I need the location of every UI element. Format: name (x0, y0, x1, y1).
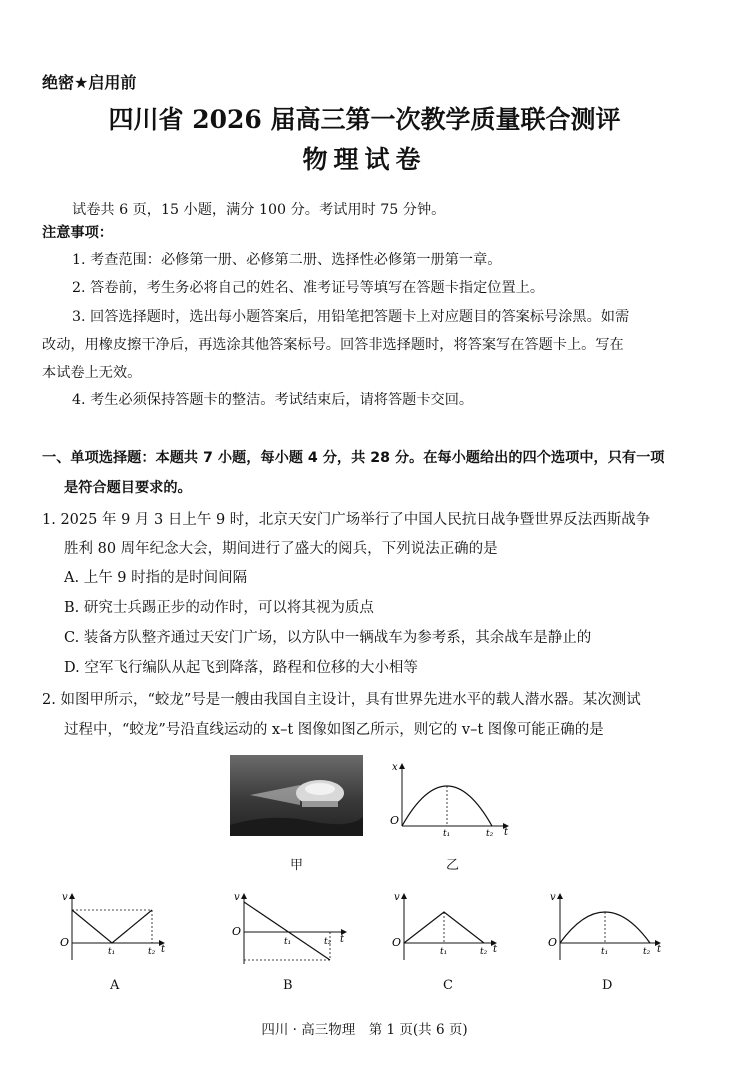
section-heading-cont: 是符合题目要求的。 (64, 480, 192, 496)
figure-jia-label: 甲 (290, 858, 304, 873)
q2-stem-cont: 过程中，“蛟龙”号沿直线运动的 x–t 图像如图乙所示，则它的 v–t 图像可能正确的是 (64, 722, 604, 738)
section-heading: 一、单项选择题：本题共 7 小题，每小题 4 分，共 28 分。在每小题给出的四个选项中，只有一项 (42, 450, 665, 466)
option-a-label[interactable]: A (110, 978, 120, 993)
axis-label-v: v (234, 892, 240, 903)
option-c-vt-graph (390, 888, 500, 963)
origin-label: O (392, 936, 402, 949)
option-b-label[interactable]: B (283, 978, 293, 993)
q1-option-b: B. 研究士兵踢正步的动作时，可以将其视为质点 (64, 600, 374, 616)
note-item-3-cont: 改动，用橡皮擦干净后，再选涂其他答案标号。回答非选择题时，将答案写在答题卡上。写在 (42, 337, 624, 353)
note-item-3-end: 本试卷上无效。 (42, 365, 142, 381)
origin-label: O (60, 936, 70, 949)
q1-option-a: A. 上午 9 时指的是时间间隔 (64, 570, 248, 586)
figure-yi-label: 乙 (446, 858, 460, 873)
q2-stem: 2. 如图甲所示，“蛟龙”号是一艘由我国自主设计，具有世界先进水平的载人潜水器。某次测试 (42, 692, 641, 708)
tick-t2: t₂ (643, 947, 651, 957)
tick-t1: t₁ (284, 937, 292, 947)
submersible-photo (230, 755, 363, 836)
origin-label: O (390, 814, 400, 827)
axis-label-t: t (504, 827, 509, 838)
q1-stem-cont: 胜利 80 周年纪念大会，期间进行了盛大的阅兵，下列说法正确的是 (64, 541, 498, 557)
tick-t2: t₂ (480, 947, 488, 957)
intro-text: 试卷共 6 页，15 小题，满分 100 分。考试用时 75 分钟。 (72, 202, 446, 218)
page-footer: 四川 · 高三物理 第 1 页(共 6 页) (261, 1022, 468, 1038)
notes-heading: 注意事项： (42, 225, 113, 241)
option-a-vt-graph (58, 888, 168, 963)
option-d-label[interactable]: D (602, 978, 613, 993)
origin-label: O (232, 925, 242, 938)
axis-label-x: x (392, 762, 398, 773)
axis-label-t: t (493, 944, 498, 955)
origin-label: O (548, 936, 558, 949)
option-b-vt-graph (230, 888, 350, 968)
axis-label-v: v (550, 892, 556, 903)
tick-t1: t₁ (443, 829, 451, 838)
note-item-3: 3. 回答选择题时，选出每小题答案后，用铅笔把答题卡上对应题目的答案标号涂黑。如需 (72, 309, 630, 325)
exam-title: 四川省 2026 届高三第一次教学质量联合测评 (108, 105, 621, 134)
submersible-icon (230, 755, 363, 836)
figure-yi-xt-graph (388, 758, 518, 838)
axis-label-v: v (62, 892, 68, 903)
tick-t2: t₂ (148, 947, 156, 957)
confidential-label: 绝密★启用前 (42, 73, 137, 92)
tick-t1: t₁ (108, 947, 116, 957)
axis-label-t: t (340, 934, 345, 945)
tick-t1: t₁ (601, 947, 609, 957)
q1-option-d: D. 空军飞行编队从起飞到降落，路程和位移的大小相等 (64, 660, 418, 676)
exam-subtitle: 物理试卷 (302, 145, 427, 174)
note-item-1: 1. 考查范围：必修第一册、必修第二册、选择性必修第一册第一章。 (72, 252, 502, 268)
q1-option-c: C. 装备方队整齐通过天安门广场，以方队中一辆战车为参考系，其余战车是静止的 (64, 630, 592, 646)
axis-label-t: t (657, 944, 662, 955)
axis-label-t: t (161, 944, 166, 955)
note-item-2: 2. 答卷前，考生务必将自己的姓名、准考证号等填写在答题卡指定位置上。 (72, 280, 545, 296)
tick-t2: t₂ (486, 829, 494, 838)
option-d-vt-graph (546, 888, 666, 963)
note-item-4: 4. 考生必须保持答题卡的整洁。考试结束后，请将答题卡交回。 (72, 392, 474, 408)
tick-t2: t₂ (324, 937, 332, 947)
q1-stem: 1. 2025 年 9 月 3 日上午 9 时，北京天安门广场举行了中国人民抗日战争暨世界反法西斯战争 (42, 512, 651, 528)
tick-t1: t₁ (440, 947, 448, 957)
option-c-label[interactable]: C (443, 978, 453, 993)
axis-label-v: v (394, 892, 400, 903)
